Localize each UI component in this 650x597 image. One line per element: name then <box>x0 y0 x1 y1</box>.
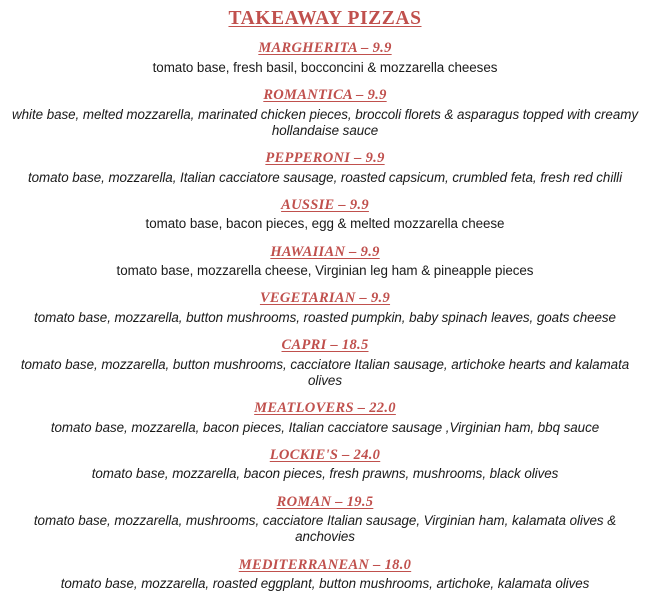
page-title: TAKEAWAY PIZZAS <box>228 8 422 29</box>
menu-item-heading: ROMAN – 19.5 <box>276 493 374 510</box>
menu-item-description: tomato base, bacon pieces, egg & melted mozzarella cheese <box>145 216 505 232</box>
menu-item-description: tomato base, mozzarella, mushrooms, cacciatore Italian sausage, Virginian ham, kalamata olives & anchovies <box>33 513 617 545</box>
menu-item-lockies <box>10 447 640 483</box>
menu-item-heading: ROMANTICA – 9.9 <box>263 87 387 104</box>
menu-item-heading: LOCKIE'S – 24.0 <box>269 446 381 463</box>
menu-item-capri <box>10 337 640 389</box>
menu-item-description: tomato base, fresh basil, bocconcini & mozzarella cheeses <box>152 59 498 75</box>
menu-item-margherita <box>10 40 640 76</box>
menu-item-heading: MEDITERRANEAN – 18.0 <box>238 556 412 573</box>
menu-item-meatlovers <box>10 400 640 436</box>
menu-item-description: tomato base, mozzarella, bacon pieces, Italian cacciatore sausage ,Virginian ham, bbq sauce <box>50 419 600 435</box>
menu-item-description: tomato base, mozzarella cheese, Virginian leg ham & pineapple pieces <box>116 263 534 279</box>
menu-item-pepperoni <box>10 150 640 186</box>
menu-item-hawaiian <box>10 244 640 280</box>
menu-item-romantica <box>10 87 640 139</box>
menu-item-roman <box>10 494 640 546</box>
menu-item-description: tomato base, mozzarella, button mushrooms, cacciatore Italian sausage, artichoke hearts and kalamata olives <box>20 356 630 388</box>
menu-item-description: tomato base, mozzarella, bacon pieces, fresh prawns, mushrooms, black olives <box>91 466 559 482</box>
menu-item-heading: MEATLOVERS – 22.0 <box>254 400 396 417</box>
menu-item-heading: PEPPERONI – 9.9 <box>265 150 385 167</box>
menu-item-aussie <box>10 197 640 233</box>
menu-item-vegetarian <box>10 290 640 326</box>
menu-item-description: tomato base, mozzarella, button mushrooms, roasted pumpkin, baby spinach leaves, goats cheese <box>34 309 616 325</box>
menu-item-heading: MARGHERITA – 9.9 <box>258 40 392 57</box>
menu-item-description: tomato base, mozzarella, Italian cacciatore sausage, roasted capsicum, crumbled feta, fresh red chilli <box>27 169 623 185</box>
menu-item-description: white base, melted mozzarella, marinated chicken pieces, broccoli florets & asparagus topped with creamy hollandaise sauce <box>12 106 638 138</box>
menu-item-heading: VEGETARIAN – 9.9 <box>259 290 391 307</box>
menu-item-heading: AUSSIE – 9.9 <box>281 196 369 213</box>
menu-item-description: tomato base, mozzarella, roasted eggplant, button mushrooms, artichoke, kalamata olives <box>60 576 590 592</box>
menu-item-heading: HAWAIIAN – 9.9 <box>270 243 380 260</box>
menu-item-heading: CAPRI – 18.5 <box>281 337 369 354</box>
menu-item-mediterranean <box>10 557 640 593</box>
